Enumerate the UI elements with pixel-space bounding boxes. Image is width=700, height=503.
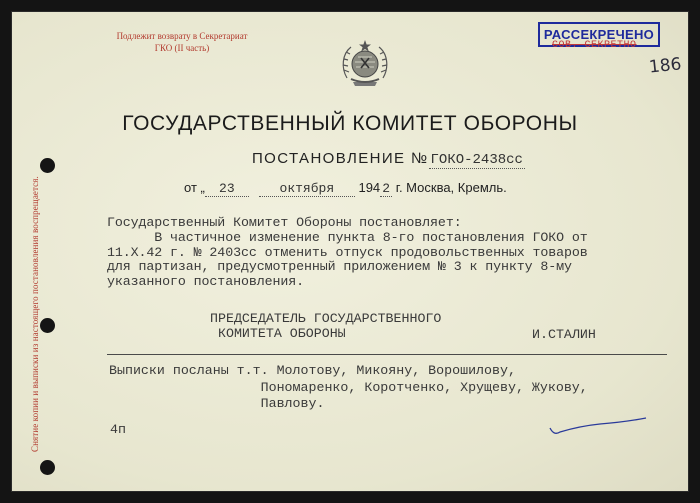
handwritten-mark-icon [548, 416, 648, 438]
decree-label: ПОСТАНОВЛЕНИЕ № [252, 150, 429, 167]
decree-number: ГОКО-2438сс [430, 152, 523, 168]
divider [107, 354, 667, 355]
state-emblem-icon [339, 38, 391, 90]
decree-heading [252, 150, 525, 168]
punch-hole [40, 460, 55, 475]
signatory-name: И.СТАЛИН [532, 327, 596, 342]
date-day: 23 [205, 181, 249, 197]
punch-hole [40, 318, 55, 333]
archive-page-number: 186 [648, 54, 683, 78]
date-year-suffix: 2 [380, 181, 392, 197]
document-sheet [12, 12, 688, 491]
return-notice [82, 30, 282, 54]
copy-prohibition-note: Снятие копии и выписки из настоящего постановления воспрещается. [30, 176, 40, 452]
decree-body: Государственный Комитет Обороны постановляет: В частичное изменение пункта 8-го постановления ГОКО от 11.X.42 г. № 2403сс отменить отпуск продовольственных товаров для партизан, предусмотренный приложением № 3 к пункту 8-му указанного постановления. [107, 215, 588, 290]
distribution-list: Выписки посланы т.т. Молотову, Микояну, Ворошилову, Пономаренко, Коротченко, Хрущеву, Жукову, Павлову. [109, 363, 588, 411]
date-place: г. Москва, Кремль. [395, 180, 507, 195]
date-prefix: от „ [184, 180, 205, 195]
return-notice-line: ГКО (II часть) [154, 43, 210, 53]
punch-hole [40, 158, 55, 173]
page-count: 4п [110, 422, 126, 437]
former-classification: СОВ. СЕКРЕТНО [552, 40, 637, 51]
declassified-stamp: РАССЕКРЕЧЕНО [538, 22, 660, 47]
return-notice-line: Подлежит возврату в Секретариат [116, 31, 248, 41]
date-line [184, 180, 507, 197]
date-year-prefix: 194 [358, 180, 381, 195]
document-title: ГОСУДАРСТВЕННЫЙ КОМИТЕТ ОБОРОНЫ [122, 112, 578, 135]
date-month: октября [259, 181, 355, 197]
signature-title: ПРЕДСЕДАТЕЛЬ ГОСУДАРСТВЕННОГО КОМИТЕТА ОБОРОНЫ [210, 311, 442, 341]
